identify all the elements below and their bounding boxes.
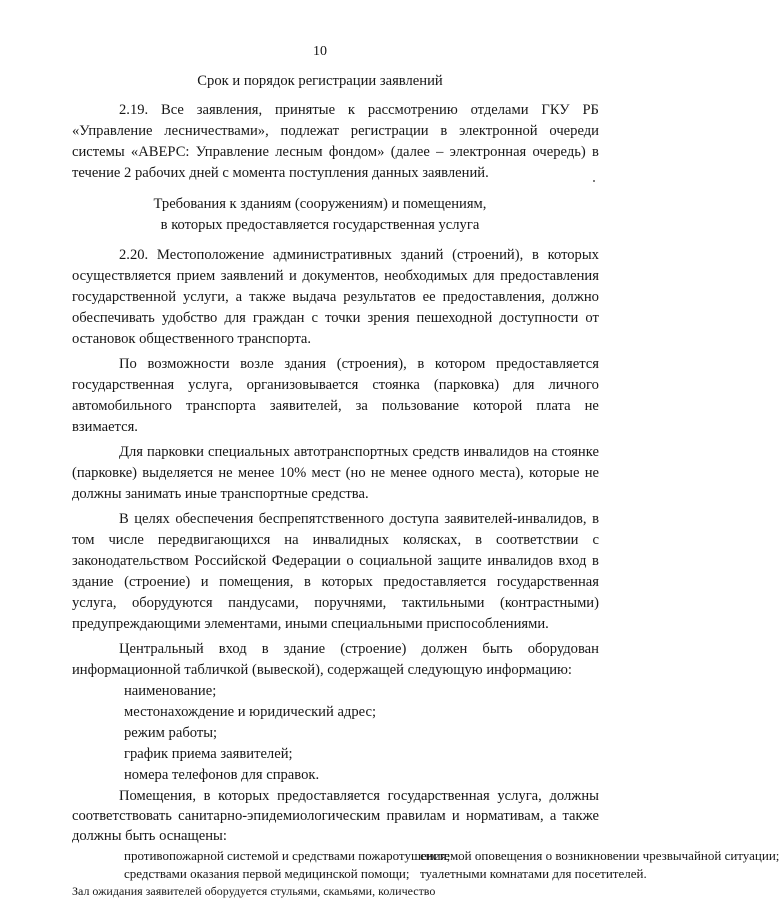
word: в <box>592 144 599 160</box>
section-heading-buildings-line1: Требования к зданиям (сооружениям) и помещениям, <box>153 196 487 212</box>
paragraph-accessibility-line <box>72 574 599 591</box>
word: предоставляется <box>277 788 380 804</box>
word: а <box>235 289 243 305</box>
word: о <box>346 553 354 569</box>
word: здание <box>72 574 114 590</box>
word: очереди <box>549 123 599 139</box>
word: том <box>72 532 95 548</box>
word: места), <box>479 465 524 481</box>
word: плата <box>536 398 571 414</box>
paragraph-disabled-parking-line <box>72 465 599 482</box>
word: должны <box>549 788 599 804</box>
word: для <box>473 268 495 284</box>
word: граждан <box>252 310 305 326</box>
word: защите <box>437 553 482 569</box>
word: социальной <box>359 553 433 569</box>
word: заявителей, <box>269 398 342 414</box>
section-heading-buildings-line2: в которых предоставляется государственная услуга <box>160 217 480 233</box>
word: государственная <box>72 377 175 393</box>
word: По <box>119 356 137 372</box>
word: передвигающихся <box>157 532 271 548</box>
word: также <box>562 808 599 824</box>
word: которых <box>218 788 270 804</box>
word: принятые <box>274 102 336 118</box>
word: регистрации <box>350 123 429 139</box>
word: в <box>304 574 311 590</box>
scan-speck <box>593 180 595 182</box>
word: услуга, <box>72 595 117 611</box>
word: доступа <box>389 511 439 527</box>
word: целях <box>134 511 170 527</box>
word: средств <box>412 444 460 460</box>
word: санитарно-эпидемиологическим <box>178 808 381 824</box>
word: вход <box>558 553 587 569</box>
word: услуга, <box>188 377 233 393</box>
paragraph-premises-line <box>72 808 599 825</box>
word: зрения <box>367 310 410 326</box>
word: результатов <box>343 289 416 305</box>
word: с <box>311 310 319 326</box>
word: Центральный <box>119 641 204 657</box>
word: (парковка) <box>433 377 500 393</box>
word: автомобильного <box>72 398 172 414</box>
word: которых <box>547 247 599 263</box>
word: в <box>592 553 599 569</box>
word: от <box>585 310 599 326</box>
word: стоянка <box>372 377 420 393</box>
word: Российской <box>194 553 267 569</box>
word: предоставления <box>500 268 599 284</box>
word: услуга, <box>497 788 542 804</box>
word: оборудуются <box>131 595 213 611</box>
word: фондом» <box>328 144 385 160</box>
word: не <box>584 465 599 481</box>
word: также <box>249 289 286 305</box>
word: на <box>533 444 548 460</box>
paragraph-parking-line <box>72 398 599 415</box>
word: и <box>451 808 460 824</box>
word: соответствовать <box>72 808 172 824</box>
word: инвалидов <box>463 444 530 460</box>
paragraph-2-20-line: остановок общественного транспорта. <box>72 331 312 347</box>
sign-list-item: режим работы; <box>124 725 218 741</box>
word: автотранспортных <box>293 444 409 460</box>
sign-list-item: местонахождение и юридический адрес; <box>124 704 377 720</box>
word: а <box>549 808 557 824</box>
word: РБ <box>582 102 599 118</box>
word: пешеходной <box>416 310 493 326</box>
word: необходимых <box>384 268 468 284</box>
word: выдача <box>292 289 337 305</box>
word: лесничествами», <box>164 123 269 139</box>
sign-list-item: график приема заявителей; <box>124 746 293 762</box>
word: оборудован <box>527 641 599 657</box>
equipment-list-item: противопожарной системой и средствами пожаротушения; <box>124 848 451 863</box>
word: соответствии <box>496 532 579 548</box>
word: (контрастными) <box>499 595 599 611</box>
word: для <box>224 310 246 326</box>
paragraph-parking-line: взимается. <box>72 419 138 435</box>
word: специальных <box>208 444 290 460</box>
paragraph-accessibility-line: предупреждающими элементами, иными специальными приспособлениями. <box>72 616 549 632</box>
paragraph-disabled-parking-line <box>119 444 599 461</box>
equipment-list-item: туалетными комнатами для посетителей. <box>420 866 647 881</box>
paragraph-premises-line <box>119 788 599 805</box>
equipment-list-item: средствами оказания первой медицинской помощи; <box>124 866 410 881</box>
word: рассмотрению <box>367 102 458 118</box>
word: быть <box>482 641 513 657</box>
word: отделами <box>470 102 529 118</box>
paragraph-accessibility-line <box>72 595 599 612</box>
word: и <box>289 268 297 284</box>
word: В <box>119 511 129 527</box>
word: очередь) <box>532 144 586 160</box>
word: доступности <box>499 310 579 326</box>
word: Местоположение <box>156 247 265 263</box>
word: не <box>218 465 233 481</box>
word: государственная <box>387 788 490 804</box>
word: в <box>417 356 425 372</box>
word: возможности <box>147 356 230 372</box>
word: заявлений <box>220 268 284 284</box>
word: предоставления, <box>442 289 545 305</box>
word: (строение) <box>340 641 407 657</box>
word: которые <box>528 465 580 481</box>
word: в <box>440 123 448 139</box>
word: осуществляется <box>72 268 172 284</box>
word: менее <box>237 465 275 481</box>
word: не <box>584 398 599 414</box>
word: нормативам, <box>465 808 544 824</box>
word: должен <box>421 641 468 657</box>
word: здания <box>284 356 327 372</box>
word: электронной <box>459 123 538 139</box>
paragraph-2-19-line: течение 2 рабочих дней с момента поступления данных заявлений. <box>72 165 489 181</box>
word: котором <box>434 356 486 372</box>
word: в <box>592 511 599 527</box>
word: личного <box>548 377 599 393</box>
word: лесным <box>275 144 323 160</box>
paragraph-accessibility-line <box>72 532 599 549</box>
word: парковки <box>146 444 204 460</box>
word: беспрепятственного <box>258 511 384 527</box>
word: 10% <box>279 465 307 481</box>
word: «АВЕРС: <box>130 144 190 160</box>
word: инвалидов <box>487 553 553 569</box>
word: менее <box>390 465 427 481</box>
word: возле <box>240 356 274 372</box>
word: здание <box>283 641 326 657</box>
word: к <box>347 102 355 118</box>
word: Для <box>119 444 143 460</box>
paragraph-2-20-line <box>72 268 599 285</box>
word: обеспечения <box>175 511 254 527</box>
word: Федерации <box>271 553 341 569</box>
word: стоянке <box>551 444 599 460</box>
word: «Управление <box>72 123 153 139</box>
word: удобство <box>161 310 218 326</box>
word: инвалидных <box>312 532 389 548</box>
paragraph-accessibility-line <box>119 511 599 528</box>
paragraph-premises-line: должны быть оснащены: <box>72 828 227 844</box>
word: не <box>370 465 386 481</box>
page-number: 10 <box>313 44 327 59</box>
word: заявителей-инвалидов, <box>444 511 587 527</box>
word: зданий <box>400 247 444 263</box>
word: государственной <box>72 289 177 305</box>
paragraph-waiting-room: Зал ожидания заявителей оборудуется стульями, скамьями, количество <box>72 884 436 898</box>
word: услуги, <box>182 289 229 305</box>
word: в <box>531 247 539 263</box>
word: в <box>261 641 269 657</box>
paragraph-entrance-line <box>119 641 599 658</box>
word: для <box>513 377 535 393</box>
word: пользование <box>381 398 459 414</box>
equipment-list-item: системой оповещения о возникновении чрезвычайной ситуации; <box>420 848 779 863</box>
word: и <box>200 574 209 590</box>
word: колясках, <box>402 532 462 548</box>
word: (далее <box>390 144 430 160</box>
word: Помещения, <box>119 788 196 804</box>
paragraph-accessibility-line <box>72 553 599 570</box>
word: – <box>436 144 444 160</box>
paragraph-parking-line <box>72 377 599 394</box>
word: законодательством <box>72 553 189 569</box>
word: с <box>592 532 599 548</box>
word: на <box>284 532 299 548</box>
word: Все <box>161 102 184 118</box>
paragraph-2-19-line <box>119 102 599 119</box>
word: числе <box>108 532 144 548</box>
word: правилам <box>386 808 446 824</box>
paragraph-2-19-line <box>72 144 599 161</box>
word: документов, <box>302 268 379 284</box>
word: которых <box>321 574 373 590</box>
word: 2.19. <box>119 102 149 118</box>
word: мест <box>311 465 341 481</box>
word: должно <box>551 289 599 305</box>
word: Управление <box>195 144 269 160</box>
word: за <box>355 398 368 414</box>
word: пандусами, <box>228 595 299 611</box>
word: которой <box>473 398 523 414</box>
word: 2.20. <box>119 247 149 263</box>
word: помещения, <box>219 574 294 590</box>
word: организовывается <box>246 377 359 393</box>
word: точки <box>325 310 361 326</box>
word: государственная <box>496 574 599 590</box>
paragraph-2-20-line <box>119 247 599 264</box>
word: заявления, <box>196 102 263 118</box>
word: обеспечивать <box>72 310 155 326</box>
sign-list-item: наименование; <box>124 683 217 699</box>
word: (парковке) <box>72 465 138 481</box>
word: тактильными <box>401 595 485 611</box>
paragraph-parking-line <box>119 356 599 373</box>
word: ее <box>422 289 436 305</box>
word: в <box>203 788 211 804</box>
word: предоставляется <box>496 356 599 372</box>
word: одного <box>432 465 475 481</box>
word: ГКУ <box>541 102 570 118</box>
paragraph-2-20-line <box>72 310 599 327</box>
word: (строение) <box>124 574 191 590</box>
paragraph-2-19-line <box>72 123 599 140</box>
word: в <box>475 532 483 548</box>
word: (строения), <box>336 356 407 372</box>
paragraph-2-20-line <box>72 289 599 306</box>
word: подлежат <box>280 123 339 139</box>
word: прием <box>176 268 216 284</box>
word: поручнями, <box>314 595 387 611</box>
word: (но <box>345 465 366 481</box>
word: вход <box>218 641 247 657</box>
word: предоставляется <box>383 574 487 590</box>
word: электронная <box>449 144 527 160</box>
word: транспорта <box>185 398 256 414</box>
word: выделяется <box>142 465 214 481</box>
word: системы <box>72 144 125 160</box>
section-heading-registration: Срок и порядок регистрации заявлений <box>197 73 443 89</box>
paragraph-disabled-parking-line: должны занимать иные транспортные средства. <box>72 486 369 502</box>
word: административных <box>272 247 392 263</box>
paragraph-entrance-line: информационной табличкой (вывеской), содержащей следующую информацию: <box>72 662 572 678</box>
word: (строений), <box>452 247 524 263</box>
sign-list-item: номера телефонов для справок. <box>124 767 320 783</box>
